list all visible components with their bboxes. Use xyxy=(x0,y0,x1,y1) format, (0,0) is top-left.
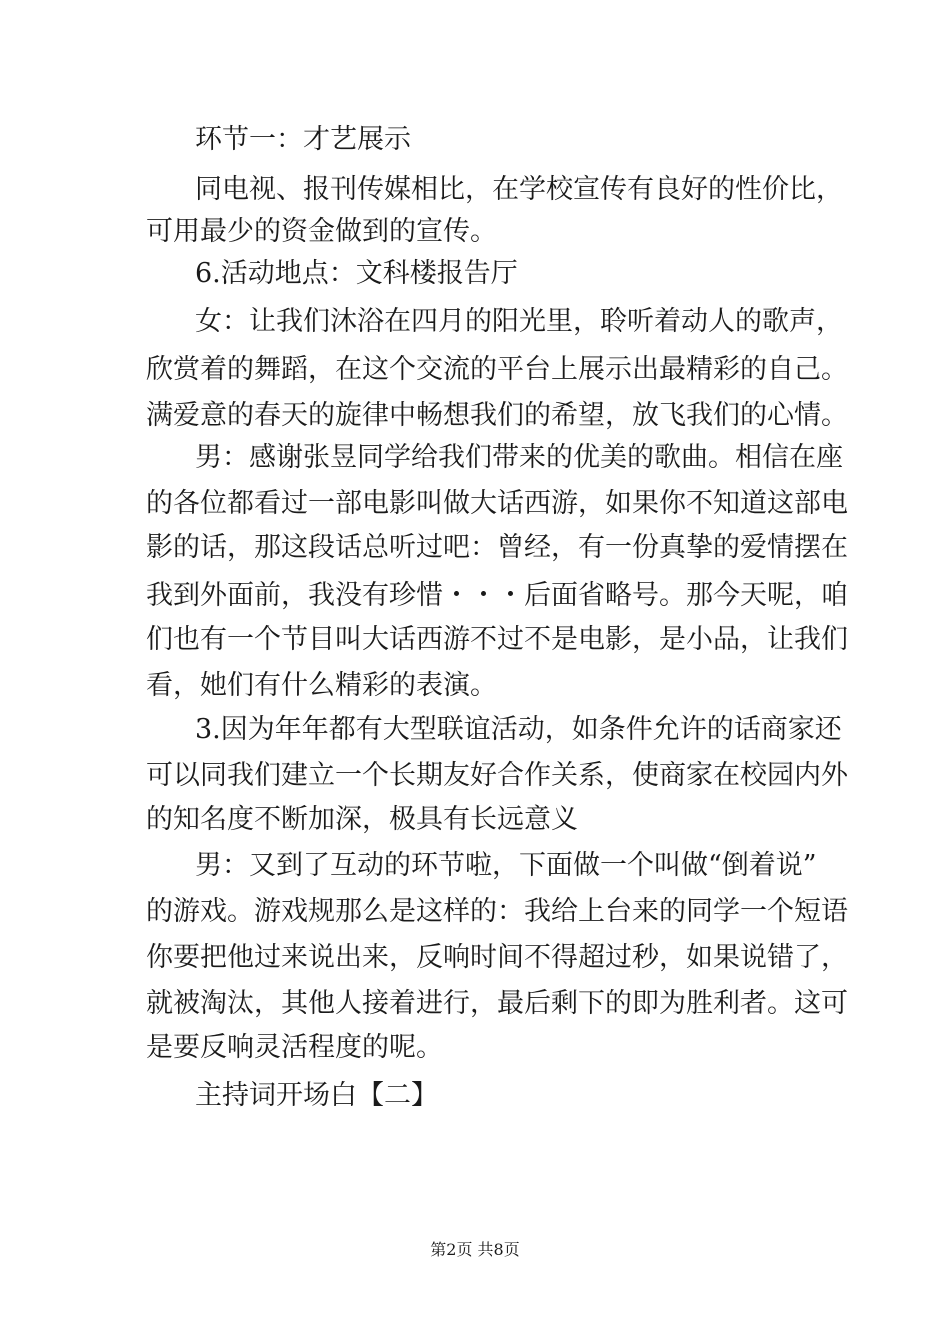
text-line: 就被淘汰，其他人接着进行，最后剩下的即为胜利者。这可 xyxy=(146,988,848,1019)
text-line: 可用最少的资金做到的宣传。 xyxy=(146,216,497,247)
text-line: 可以同我们建立一个长期友好合作关系，使商家在校园内外 xyxy=(146,760,848,791)
text-line: 男：又到了互动的环节啦，下面做一个叫做“倒着说” xyxy=(195,850,817,881)
text-line: 的知名度不断加深，极具有长远意义 xyxy=(146,804,578,835)
text-line: 环节一：才艺展示 xyxy=(195,124,411,155)
text-line: 的游戏。游戏规那么是这样的：我给上台来的同学一个短语 xyxy=(146,896,848,927)
text-line: 满爱意的春天的旋律中畅想我们的希望，放飞我们的心情。 xyxy=(146,400,848,431)
text-line: 男：感谢张昱同学给我们带来的优美的歌曲。相信在座 xyxy=(195,442,843,473)
text-line: 的各位都看过一部电影叫做大话西游，如果你不知道这部电 xyxy=(146,488,848,519)
text-line: 同电视、报刊传媒相比，在学校宣传有良好的性价比， xyxy=(195,174,843,205)
text-line: 女：让我们沐浴在四月的阳光里，聆听着动人的歌声， xyxy=(195,306,843,337)
text-line: 你要把他过来说出来，反响时间不得超过秒，如果说错了， xyxy=(146,942,848,973)
text-line: 看，她们有什么精彩的表演。 xyxy=(146,670,497,701)
text-line: 3.因为年年都有大型联谊活动，如条件允许的话商家还 xyxy=(195,714,842,745)
text-line: 主持词开场白【二】 xyxy=(195,1080,438,1111)
text-line: 欣赏着的舞蹈，在这个交流的平台上展示出最精彩的自己。 xyxy=(146,354,848,385)
text-line: 影的话，那这段话总听过吧：曾经，有一份真挚的爱情摆在 xyxy=(146,532,848,563)
text-line: 是要反响灵活程度的呢。 xyxy=(146,1032,443,1063)
text-line: 我到外面前，我没有珍惜・・・后面省略号。那今天呢，咱 xyxy=(146,580,848,611)
text-line: 们也有一个节目叫大话西游不过不是电影，是小品，让我们 xyxy=(146,624,848,655)
page-number-footer: 第2页 共8页 xyxy=(430,1240,520,1259)
text-line: 6.活动地点：文科楼报告厅 xyxy=(195,258,518,289)
